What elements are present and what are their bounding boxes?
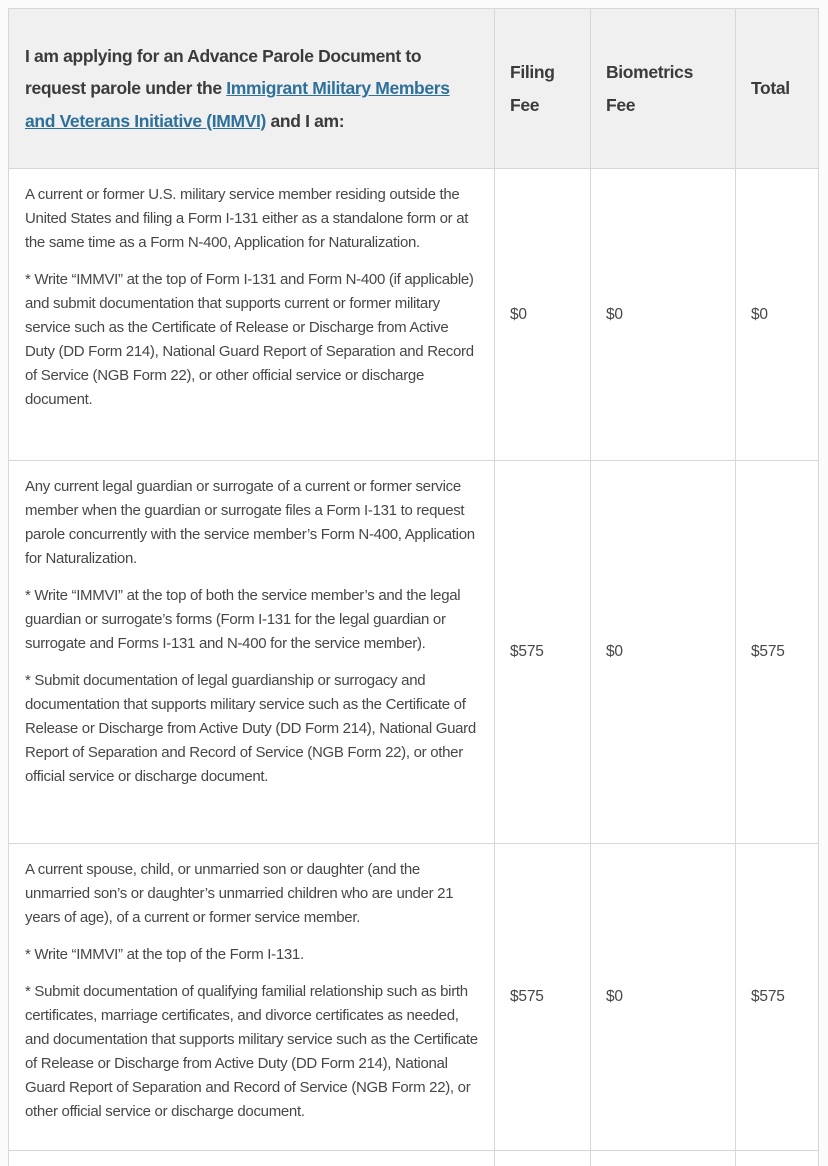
biometrics-fee-value: $0 bbox=[591, 169, 736, 461]
total-fee-value: $0 bbox=[736, 169, 819, 461]
description-paragraph: Any current legal guardian or surrogate of a current or former service member when the guardian or surrogate files a Form I-131 to request parole concurrently with the service member’s Form N-400, Application for Naturalization. bbox=[25, 478, 475, 567]
table-row-cutoff bbox=[9, 1151, 819, 1166]
description-paragraph: * Write “IMMVI” at the top of both the service member’s and the legal guardian or surrogate’s forms (Form I-131 for the legal guardian or surrogate and Forms I-131 and N-400 for the service member). bbox=[25, 587, 461, 652]
question-suffix: and I am: bbox=[266, 110, 345, 131]
description-cell bbox=[9, 844, 495, 1151]
immvi-initiative-link[interactable]: Immigrant Military Members and Veterans Initiative (IMMVI) bbox=[25, 78, 450, 131]
description-cell bbox=[9, 461, 495, 844]
biometrics-fee-value: $0 bbox=[591, 461, 736, 844]
description-paragraph: * Submit documentation of qualifying familial relationship such as birth certificates, marriage certificates, and divorce certificates as needed, and documentation that supports military service such as the Certificate of Release or Discharge from Active Duty (DD Form 214), National Guard Report of Separation and Record of Service (NGB Form 22), or other official service or discharge document. bbox=[25, 983, 478, 1120]
question-prefix: I am applying for an Advance Parole Document to request parole under the bbox=[25, 45, 422, 99]
biometrics-fee-value: $0 bbox=[591, 844, 736, 1151]
table-row-family-member bbox=[9, 844, 819, 1151]
header-row bbox=[9, 9, 819, 169]
column-header-total: Total bbox=[736, 9, 819, 169]
description-paragraph: * Write “IMMVI” at the top of Form I-131 and Form N-400 (if applicable) and submit documentation that supports current or former military service such as the Certificate of Release or Discharge from Active Duty (DD Form 214), National Guard Report of Separation and Record of Service (NGB Form 22), or other official service or discharge document. bbox=[25, 271, 474, 408]
cutoff-cell bbox=[9, 1151, 495, 1166]
cutoff-cell bbox=[736, 1151, 819, 1166]
description-paragraph: A current spouse, child, or unmarried son or daughter (and the unmarried son’s or daughter’s unmarried children who are under 21 years of age), of a current or former service member. bbox=[25, 861, 454, 926]
description-paragraph: * Submit documentation of legal guardianship or surrogacy and documentation that supports military service such as the Certificate of Release or Discharge from Active Duty (DD Form 214), National Guard Report of Separation and Record of Service (NGB Form 22), or other official service or discharge document. bbox=[25, 672, 476, 785]
total-fee-value: $575 bbox=[736, 461, 819, 844]
total-fee-value: $575 bbox=[736, 844, 819, 1151]
filing-fee-value: $575 bbox=[495, 844, 591, 1151]
filing-fee-value: $575 bbox=[495, 461, 591, 844]
cutoff-cell bbox=[495, 1151, 591, 1166]
cutoff-cell bbox=[591, 1151, 736, 1166]
description-paragraph: * Write “IMMVI” at the top of the Form I-131. bbox=[25, 946, 304, 963]
column-header-filing-fee: Filing Fee bbox=[495, 9, 591, 169]
filing-fee-value: $0 bbox=[495, 169, 591, 461]
description-paragraph: A current or former U.S. military service member residing outside the United States and filing a Form I-131 either as a standalone form or at the same time as a Form N-400, Application for Naturalization. bbox=[25, 186, 469, 251]
question-header-cell bbox=[9, 9, 495, 169]
table-row-legal-guardian bbox=[9, 461, 819, 844]
column-header-biometrics-fee: Biometrics Fee bbox=[591, 9, 736, 169]
description-cell bbox=[9, 169, 495, 461]
table-row-service-member bbox=[9, 169, 819, 461]
immvi-fee-table bbox=[8, 8, 819, 1166]
